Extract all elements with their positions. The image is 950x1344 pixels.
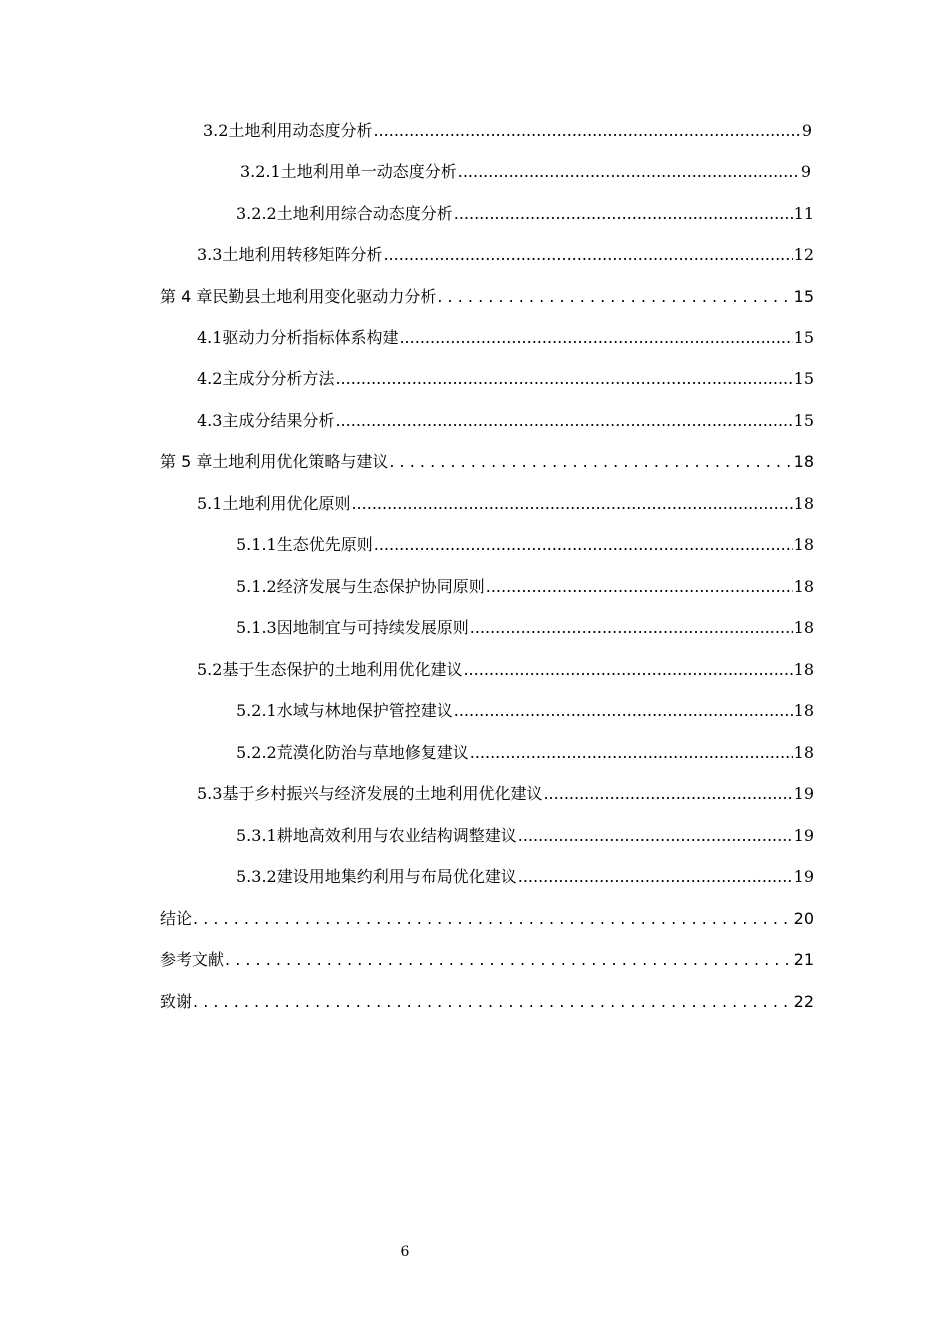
toc-leader-dots: [374, 535, 793, 555]
toc-entry[interactable]: [197, 494, 814, 514]
toc-entry-number: 4.3: [197, 411, 223, 430]
toc-entry-page: 18: [793, 494, 814, 513]
toc-entry-title: 土地利用转移矩阵分析: [222, 245, 383, 264]
toc-entry-page: 18: [793, 535, 814, 554]
toc-chapter-entry[interactable]: [160, 992, 814, 1012]
toc-entry-page: 18: [793, 452, 814, 471]
page-number: 6: [400, 1244, 410, 1260]
toc-entry-number: 5.1.3: [236, 618, 277, 637]
toc-entry-number: 5.1.2: [236, 577, 277, 596]
toc-entry-title: 基于乡村振兴与经济发展的土地利用优化建议: [222, 784, 543, 803]
toc-entry[interactable]: [236, 535, 814, 555]
toc-entry-title: 建设用地集约利用与布局优化建议: [276, 867, 517, 886]
toc-leader-dots: [335, 369, 792, 389]
toc-entry[interactable]: [197, 784, 814, 804]
toc-entry[interactable]: [236, 577, 814, 597]
toc-leader-dots: [470, 618, 793, 638]
toc-entry-page: 19: [793, 826, 814, 845]
toc-entry-title: 土地利用单一动态度分析: [280, 162, 457, 181]
toc-entry-page: 22: [793, 992, 814, 1011]
toc-entry-page: 15: [793, 411, 814, 430]
toc-entry-title: 生态优先原则: [276, 535, 373, 554]
toc-leader-dots: [335, 411, 792, 431]
toc-leader-dots: [383, 245, 792, 265]
toc-leader-dots: [518, 867, 793, 887]
toc-chapter-entry[interactable]: [160, 909, 814, 929]
toc-entry[interactable]: [236, 618, 814, 638]
toc-entry-page: 18: [793, 577, 814, 596]
toc-entry-number: 5.1.1: [236, 535, 277, 554]
toc-entry[interactable]: [197, 369, 814, 389]
toc-entry-title: 土地利用优化策略与建议: [212, 452, 389, 471]
toc-entry-title: 土地利用综合动态度分析: [276, 204, 453, 223]
toc-entry-title: 致谢: [160, 992, 193, 1011]
toc-leader-dots: [486, 577, 793, 597]
toc-leader-dots: [437, 287, 792, 307]
toc-entry-title: 水域与林地保护管控建议: [276, 701, 453, 720]
toc-entry-page: 18: [793, 660, 814, 679]
toc-entry-title: 结论: [160, 909, 193, 928]
toc-entry-page: 15: [793, 287, 814, 306]
toc-leader-dots: [193, 909, 793, 929]
toc-entry[interactable]: [236, 701, 814, 721]
toc-entry-title: 民勤县土地利用变化驱动力分析: [212, 287, 437, 306]
toc-entry[interactable]: [236, 204, 814, 224]
toc-leader-dots: [463, 660, 792, 680]
toc-entry-number: 5.3.1: [236, 826, 277, 845]
toc-entry-number: 3.2.1: [240, 162, 281, 181]
toc-entry-page: 21: [793, 950, 814, 969]
toc-entry-number: 5.3: [197, 784, 223, 803]
toc-entry-number: 3.2.2: [236, 204, 277, 223]
toc-leader-dots: [351, 494, 792, 514]
toc-entry-page: 19: [793, 784, 814, 803]
toc-entry-title: 驱动力分析指标体系构建: [222, 328, 399, 347]
toc-entry[interactable]: [197, 245, 814, 265]
toc-entry-page: 9: [801, 121, 812, 140]
toc-entry-title: 因地制宜与可持续发展原则: [276, 618, 469, 637]
toc-entry-title: 经济发展与生态保护协同原则: [276, 577, 485, 596]
toc-entry-title: 土地利用动态度分析: [228, 121, 373, 140]
toc-entry[interactable]: [197, 411, 814, 431]
toc-entry-number: 4.2: [197, 369, 223, 388]
toc-entry-title: 参考文献: [160, 950, 225, 969]
toc-entry-title: 主成分结果分析: [222, 411, 335, 430]
toc-entry-page: 15: [793, 328, 814, 347]
toc-entry-title: 荒漠化防治与草地修复建议: [276, 743, 469, 762]
toc-leader-dots: [543, 784, 792, 804]
toc-leader-dots: [389, 452, 792, 472]
toc-leader-dots: [225, 950, 793, 970]
toc-entry-page: 18: [793, 618, 814, 637]
toc-entry-number: 5.2.1: [236, 701, 277, 720]
toc-leader-dots: [399, 328, 792, 348]
toc-leader-dots: [454, 701, 793, 721]
toc-leader-dots: [518, 826, 793, 846]
toc-entry-number: 3.2: [203, 121, 229, 140]
toc-entry[interactable]: [197, 328, 814, 348]
toc-entry-number: 3.3: [197, 245, 223, 264]
toc-leader-dots: [470, 743, 793, 763]
toc-entry-title: 基于生态保护的土地利用优化建议: [222, 660, 463, 679]
toc-entry-number: 4.1: [197, 328, 223, 347]
toc-chapter-entry[interactable]: [160, 287, 814, 307]
toc-leader-dots: [458, 162, 800, 182]
toc-chapter-entry[interactable]: [160, 452, 814, 472]
toc-leader-dots: [454, 204, 793, 224]
toc-entry-page: 12: [793, 245, 814, 264]
toc-entry-title: 主成分分析方法: [222, 369, 335, 388]
toc-entry-number: 第 4 章: [160, 287, 213, 306]
toc-entry-page: 15: [793, 369, 814, 388]
toc-entry-page: 19: [793, 867, 814, 886]
toc-entry-number: 5.3.2: [236, 867, 277, 886]
toc-leader-dots: [373, 121, 800, 141]
toc-entry-page: 20: [793, 909, 814, 928]
toc-chapter-entry[interactable]: [160, 950, 814, 970]
toc-entry-page: 9: [800, 162, 811, 181]
toc-entry[interactable]: [197, 660, 814, 680]
toc-entry-number: 5.1: [197, 494, 223, 513]
toc-entry-number: 5.2.2: [236, 743, 277, 762]
toc-entry[interactable]: [240, 162, 811, 182]
toc-entry-number: 第 5 章: [160, 452, 213, 471]
toc-entry-page: 18: [793, 743, 814, 762]
toc-leader-dots: [193, 992, 793, 1012]
toc-entry[interactable]: [236, 743, 814, 763]
toc-entry-number: 5.2: [197, 660, 223, 679]
toc-entry-title: 土地利用优化原则: [222, 494, 351, 513]
toc-entry[interactable]: [236, 867, 814, 887]
toc-entry-title: 耕地高效利用与农业结构调整建议: [276, 826, 517, 845]
toc-entry[interactable]: [236, 826, 814, 846]
toc-entry-page: 11: [793, 204, 814, 223]
toc-entry[interactable]: [203, 121, 812, 141]
toc-entry-page: 18: [793, 701, 814, 720]
